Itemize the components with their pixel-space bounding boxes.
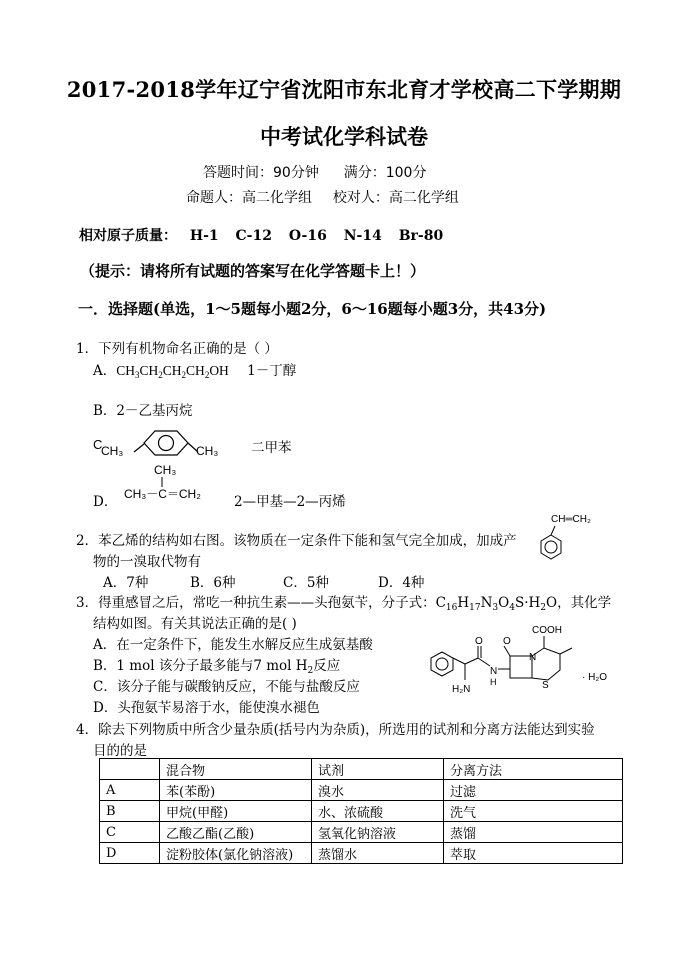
table-cell: 淀粉胶体(氯化钠溶液) — [160, 843, 312, 864]
q1-option-a-label: A． — [93, 363, 117, 379]
styrene-ring — [541, 535, 561, 559]
q2-stem-line2: 物的一溴取代物有 — [93, 554, 201, 570]
author-line — [186, 187, 459, 207]
q3-option-b: B．1 mol 该分子最多能与7 mol $H_2$反应 — [93, 658, 341, 676]
q3-stem-text: 3．得重感冒之后，常吃一种抗生素——头孢氨苄，分子式：C — [76, 595, 446, 611]
atomic-masses — [79, 225, 443, 245]
q1-option-d-name: 2—甲基—2—丙烯 — [234, 494, 346, 510]
q1-option-c-structure — [92, 425, 242, 465]
q1-option-c-name: 二甲苯 — [251, 440, 292, 456]
table-header-cell: 分离方法 — [444, 759, 623, 780]
lactam-o-label: O — [503, 636, 511, 647]
q1-option-d-label: D． — [93, 494, 118, 510]
q3-option-c: C．该分子能与碳酸钠反应，不能与盐酸反应 — [93, 679, 360, 695]
q1-c-left-bond — [134, 444, 144, 452]
styrene-vinyl-label: CH═CH₂ — [551, 514, 591, 525]
atomic-mass-n: N-14 — [343, 228, 382, 244]
styrene-bond — [551, 526, 555, 535]
q1-c-label: C — [93, 437, 103, 452]
table-cell: 水、浓硫酸 — [312, 801, 444, 822]
q1-c-right-ch3: CH₃ — [196, 444, 219, 458]
ring-n-label: N — [529, 652, 537, 663]
q1-option-b: B．2－乙基丙烷 — [93, 403, 193, 419]
q1-stem: 1．下列有机物命名正确的是（ ） — [76, 341, 278, 357]
q2-option-b: B．6种 — [190, 575, 236, 591]
page-subtitle: 中考试化学科试卷 — [260, 124, 428, 149]
nh-n-label: N — [490, 666, 498, 677]
author-value: 高二化学组 — [242, 190, 312, 206]
answer-hint: （提示：请将所有试题的答案写在化学答题卡上！） — [80, 262, 426, 280]
q4-stem-line1: 4．除去下列物质中所含少量杂质(括号内为杂质)，所选用的试剂和分离方法能达到实验 — [76, 722, 595, 738]
table-cell: 甲烷(甲醛) — [160, 801, 312, 822]
cooh-label: COOH — [532, 625, 562, 636]
table-header-cell: 混合物 — [160, 759, 312, 780]
styrene-structure — [537, 508, 607, 568]
page-title: 2017-2018学年辽宁省沈阳市东北育才学校高二下学期期 — [66, 77, 622, 102]
methyl-bond — [560, 648, 572, 654]
q2-option-c: C．5种 — [283, 575, 329, 591]
phenyl-ring-circle — [436, 658, 448, 670]
table-cell: D — [100, 843, 160, 864]
table-cell: 蒸馏水 — [312, 843, 444, 864]
table-cell: 洗气 — [444, 801, 623, 822]
table-cell: 乙酸乙酯(乙酸) — [160, 822, 312, 843]
exam-time-line — [203, 162, 426, 182]
q3-option-b-text: B．1 mol 该分子最多能与7 mol H — [93, 658, 308, 674]
q1-d-chain: CH₃－C＝CH₂ — [124, 487, 201, 501]
table-row — [100, 801, 623, 822]
q4-options-table — [99, 758, 623, 864]
table-header-row — [100, 759, 623, 780]
q2-option-a: A．7种 — [103, 575, 149, 591]
benzene-circle — [159, 436, 174, 451]
styrene-ring-circle — [545, 541, 557, 553]
q1-d-top-ch3: CH₃ — [154, 463, 177, 477]
atomic-mass-c: C-12 — [235, 228, 272, 244]
table-cell: 氢氧化钠溶液 — [312, 822, 444, 843]
table-cell: A — [100, 780, 160, 801]
table-cell: C — [100, 822, 160, 843]
table-cell: 溴水 — [312, 780, 444, 801]
atomic-mass-o: O-16 — [288, 228, 327, 244]
hydrate-label: · H₂O — [582, 672, 607, 683]
cefalexin-structure — [420, 622, 620, 712]
phenyl-ch-bond — [453, 658, 465, 664]
benzene-ring — [144, 431, 188, 455]
table-cell: 过滤 — [444, 780, 623, 801]
ch-co-bond — [465, 658, 478, 664]
q3-stem-line2: 结构如图。有关其说法正确的是( ) — [93, 616, 297, 632]
proof-value: 高二化学组 — [388, 190, 459, 206]
q1-option-a-name: 1－丁醇 — [247, 363, 297, 379]
phenyl-ring — [431, 652, 453, 676]
atomic-mass-h: H-1 — [189, 228, 219, 244]
score-label: 满分： — [343, 165, 386, 181]
nh-h-label: H — [490, 677, 497, 687]
atomic-masses-label: 相对原子质量： — [79, 228, 177, 244]
q4-stem-line2: 目的的是 — [93, 743, 147, 759]
ring-s-label: S — [542, 680, 549, 691]
q3-option-a: A．在一定条件下，能发生水解反应生成氨基酸 — [93, 637, 373, 653]
table-header-cell — [100, 759, 160, 780]
score-value: 100分 — [385, 165, 427, 181]
amine-label: H₂N — [452, 684, 471, 695]
lactam-co-bond — [504, 646, 510, 656]
atomic-mass-br: Br-80 — [398, 228, 444, 244]
table-row — [100, 822, 623, 843]
table-cell: B — [100, 801, 160, 822]
author-label: 命题人： — [186, 190, 242, 206]
amide-o-label: O — [475, 636, 483, 647]
table-cell: 萃取 — [444, 843, 623, 864]
q1-option-d-structure — [120, 460, 220, 505]
q1-option-a: A．$CH_3CH_2CH_2CH_2OH$ 1－丁醇 — [93, 363, 297, 380]
table-cell: 苯(苯酚) — [160, 780, 312, 801]
q2-option-d: D．4种 — [378, 575, 425, 591]
dihydrothiazine-ring — [532, 648, 560, 680]
time-label: 答题时间： — [203, 165, 273, 181]
co-nh-bond — [478, 658, 490, 666]
q1-c-left-ch3: CH₃ — [101, 444, 124, 458]
section-heading: 一．选择题(单选，1～5题每小题2分，6～16题每小题3分，共43分) — [78, 300, 547, 318]
time-value: 90分钟 — [273, 165, 319, 181]
table-row — [100, 843, 623, 864]
q3-stem-line1: 3．得重感冒之后，常吃一种抗生素——头孢氨苄，分子式：$C_{16}H_{17}N_3O_4S\cdot H_2O$，其化学 — [76, 595, 612, 613]
table-cell: 蒸馏 — [444, 822, 623, 843]
proof-label: 校对人： — [332, 190, 389, 206]
table-header-cell: 试剂 — [312, 759, 444, 780]
table-row — [100, 780, 623, 801]
q3-option-d: D．头孢氨苄易溶于水，能使溴水褪色 — [93, 700, 320, 716]
q2-stem-line1: 2．苯乙烯的结构如右图。该物质在一定条件下能和氢气完全加成，加成产 — [76, 533, 517, 549]
